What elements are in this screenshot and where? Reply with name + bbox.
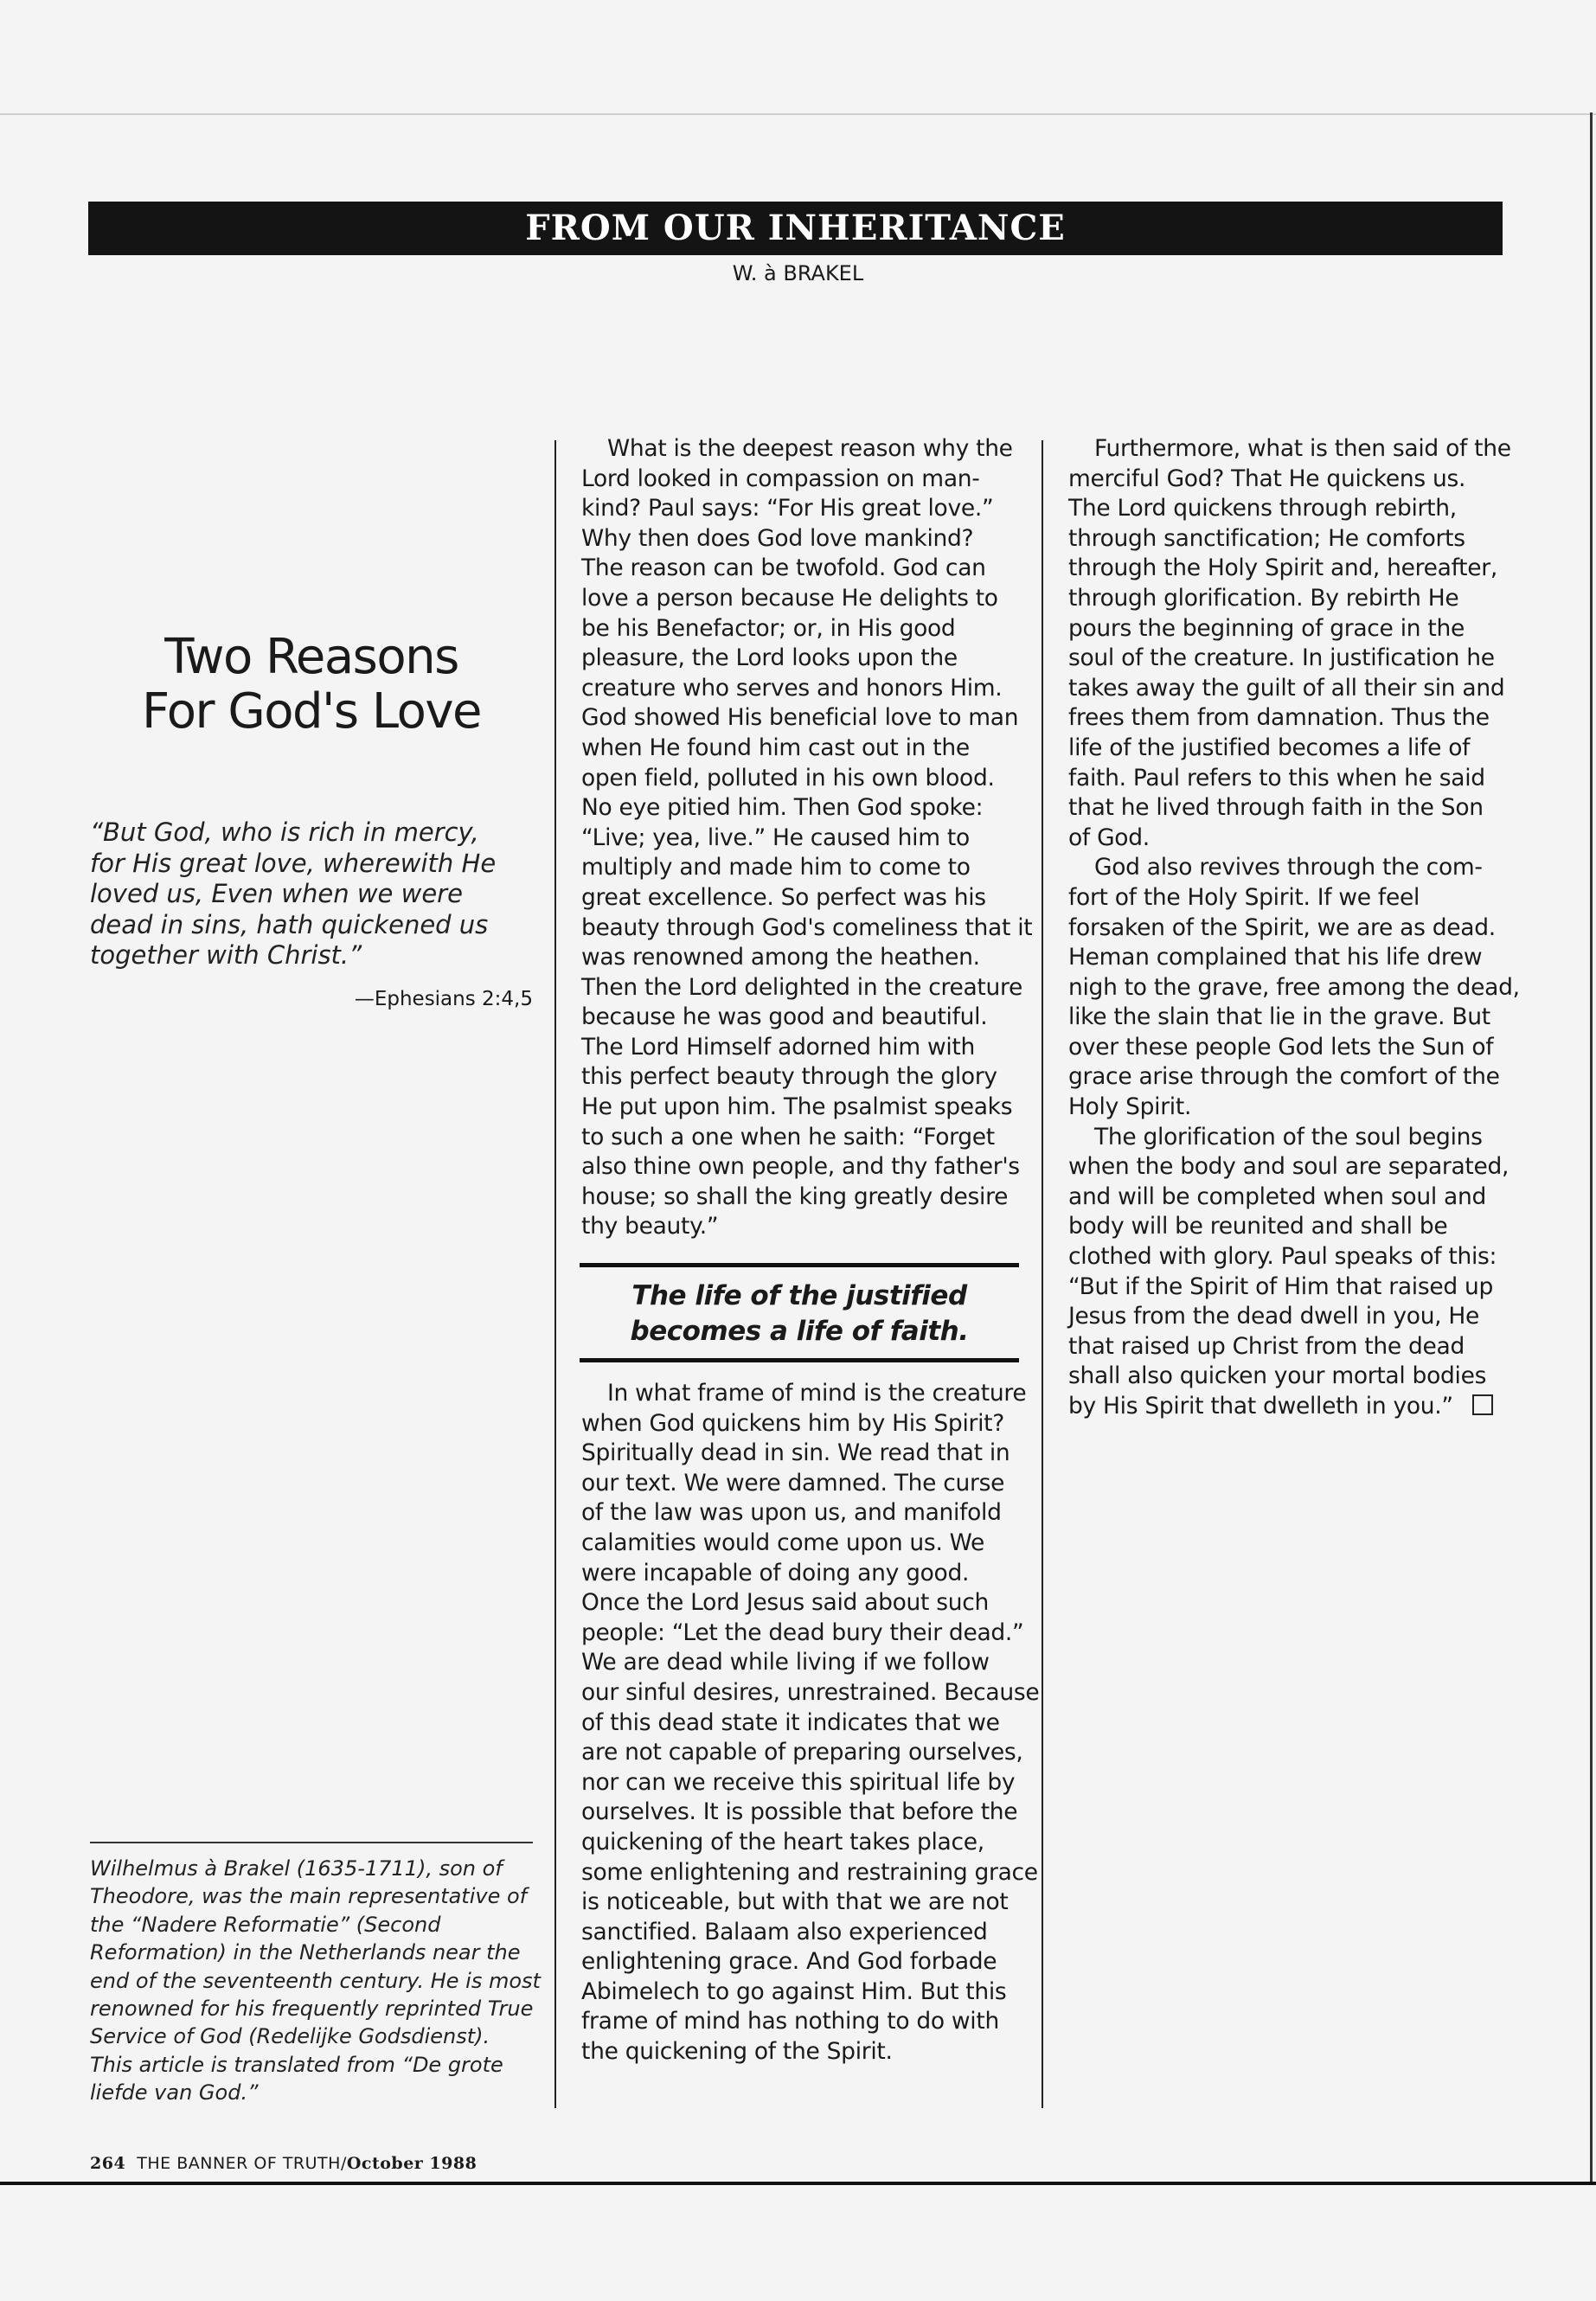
text-line: calamities would come upon us. We: [581, 1529, 985, 1556]
text-line: enlightening grace. And God forbade: [581, 1948, 997, 1976]
text-line: pours the beginning of grace in the: [1068, 614, 1465, 642]
text-line: our text. We were damned. The curse: [581, 1469, 1005, 1497]
text-line: Reformation) in the Netherlands near the: [90, 1940, 521, 1965]
quote-line: dead in sins, hath quickened us: [90, 909, 489, 939]
text-line: faith. Paul refers to this when he said: [1068, 764, 1485, 792]
article-title: [87, 630, 536, 739]
text-line: The Lord Himself adorned him with: [581, 1033, 975, 1061]
text-line: when the body and soul are separated,: [1068, 1153, 1509, 1181]
text-line: Wilhelmus à Brakel (1635-1711), son of: [90, 1856, 503, 1881]
text-line: by His Spirit that dwelleth in you.”: [1068, 1392, 1520, 1422]
text-line: shall also quicken your mortal bodies: [1068, 1362, 1487, 1390]
text-line: are not capable of preparing ourselves,: [581, 1739, 1023, 1766]
author-bio: [90, 1855, 541, 2107]
text-line: nigh to the grave, free among the dead,: [1068, 973, 1520, 1001]
text-line: sanctified. Balaam also experienced: [581, 1918, 988, 1945]
text-line: that he lived through faith in the Son: [1068, 794, 1484, 822]
section-banner: FROM OUR INHERITANCE: [88, 202, 1503, 255]
page-footer: [90, 2154, 477, 2173]
quote-line: loved us, Even when we were: [90, 879, 463, 909]
text-line: Jesus from the dead dwell in you, He: [1068, 1303, 1480, 1330]
text-line: quickening of the heart takes place,: [581, 1828, 984, 1856]
quote-line: together with Christ.”: [90, 940, 362, 971]
text-line: through the Holy Spirit and, hereafter,: [1068, 554, 1497, 582]
author-byline: W. à BRAKEL: [732, 261, 864, 285]
column-3: [1068, 434, 1520, 1422]
text-line: No eye pitied him. Then God spoke:: [581, 794, 984, 822]
text-line: God showed His beneficial love to man: [581, 704, 1019, 732]
text-line: liefde van God.”: [90, 2080, 259, 2106]
text-line: fort of the Holy Spirit. If we feel: [1068, 883, 1420, 911]
scripture-quote: [90, 817, 540, 971]
text-line: of this dead state it indicates that we: [581, 1708, 1000, 1736]
text-line: through glorification. By rebirth He: [1068, 584, 1459, 612]
text-line: great excellence. So perfect was his: [581, 883, 986, 911]
text-line: renowned for his frequently reprinted True: [90, 1997, 534, 2022]
text-line: forsaken of the Spirit, we are as dead.: [1068, 913, 1496, 941]
text-line: house; so shall the king greatly desire: [581, 1183, 1009, 1210]
text-line: takes away the guilt of all their sin and: [1068, 674, 1505, 702]
text-line: over these people God lets the Sun of: [1068, 1033, 1494, 1061]
text-line: In what frame of mind is the creature: [607, 1380, 1027, 1407]
page-bottom-edge: [0, 2182, 1596, 2185]
text-line: He put upon him. The psalmist speaks: [581, 1093, 1013, 1121]
text-line: creature who serves and honors Him.: [581, 674, 1003, 702]
text-line: Lord looked in compassion on man-: [581, 465, 980, 492]
text-line: clothed with glory. Paul speaks of this:: [1068, 1243, 1497, 1271]
pullquote-rule-top: [580, 1263, 1019, 1267]
scripture-reference: —Ephesians 2:4,5: [354, 988, 533, 1010]
text-line: The glorification of the soul begins: [1094, 1123, 1483, 1150]
text-line: frame of mind has nothing to do with: [581, 2008, 999, 2035]
text-line: Once the Lord Jesus said about such: [581, 1589, 990, 1617]
text-line: nor can we receive this spiritual life by: [581, 1768, 1016, 1796]
text-line: that raised up Christ from the dead: [1068, 1332, 1465, 1360]
text-line: We are dead while living if we follow: [581, 1649, 990, 1676]
text-line: because he was good and beautiful.: [581, 1003, 988, 1031]
text-line: Furthermore, what is then said of the: [1094, 435, 1511, 462]
pullquote-rule-bottom: [580, 1358, 1019, 1362]
column-divider: [1042, 440, 1043, 2108]
text-line: pleasure, the Lord looks upon the: [581, 644, 958, 672]
text-line: when God quickens him by His Spirit?: [581, 1409, 1005, 1437]
text-line: was renowned among the heathen.: [581, 944, 980, 971]
text-line: Service of God (Redelijke Godsdienst).: [90, 2024, 490, 2049]
bio-divider: [90, 1842, 533, 1843]
title-line: Two Reasons: [164, 629, 458, 685]
column-divider: [554, 440, 556, 2108]
text-line: people: “Let the dead bury their dead.”: [581, 1618, 1024, 1646]
text-line: Heman complained that his life drew: [1068, 944, 1483, 971]
text-line: when He found him cast out in the: [581, 734, 970, 761]
column-2-bottom: [581, 1379, 1039, 2067]
text-line: ourselves. It is possible that before the: [581, 1798, 1018, 1826]
text-line: to such a one when he saith: “Forget: [581, 1123, 995, 1150]
text-line: also thine own people, and thy father's: [581, 1153, 1020, 1181]
text-line: life of the justified becomes a life of: [1068, 734, 1471, 761]
text-line: end of the seventeenth century. He is most: [90, 1968, 541, 1993]
text-line: Abimelech to go against Him. But this: [581, 1977, 1007, 2005]
text-line: “Live; yea, live.” He caused him to: [581, 824, 970, 851]
pullquote-line: The life of the justified: [631, 1280, 967, 1311]
text-line: Why then does God love mankind?: [581, 524, 974, 552]
text-line: Spiritually dead in sin. We read that in: [581, 1439, 1010, 1467]
text-line: kind? Paul says: “For His great love.”: [581, 495, 994, 522]
quote-line: for His great love, wherewith He: [90, 848, 497, 878]
title-line: For God's Love: [142, 683, 481, 740]
text-line: frees them from damnation. Thus the: [1068, 704, 1490, 732]
text-line: the quickening of the Spirit.: [581, 2038, 893, 2066]
text-line: the “Nadere Reformatie” (Second: [90, 1912, 441, 1937]
text-line: is noticeable, but with that we are not: [581, 1888, 1009, 1916]
text-line: and will be completed when soul and: [1068, 1183, 1486, 1210]
text-line: were incapable of doing any good.: [581, 1559, 970, 1586]
quote-line: “But God, who is rich in mercy,: [90, 817, 479, 847]
text-line: What is the deepest reason why the: [607, 435, 1013, 462]
publication-name: THE BANNER OF TRUTH/: [137, 2154, 347, 2173]
text-line: be his Benefactor; or, in His good: [581, 614, 956, 642]
column-2-top: [581, 434, 1032, 1242]
text-line: soul of the creature. In justification he: [1068, 644, 1495, 672]
page-number: 264: [90, 2154, 126, 2173]
text-line: love a person because He delights to: [581, 584, 998, 612]
issue-date: October 1988: [346, 2154, 478, 2173]
text-line: thy beauty.”: [581, 1213, 719, 1240]
text-line: Theodore, was the main representative of: [90, 1884, 528, 1909]
end-of-article-mark: [1472, 1394, 1493, 1415]
text-line: this perfect beauty through the glory: [581, 1063, 997, 1091]
text-line: body will be reunited and shall be: [1068, 1213, 1448, 1240]
text-line: merciful God? That He quickens us.: [1068, 465, 1466, 492]
text-line: “But if the Spirit of Him that raised up: [1068, 1272, 1494, 1300]
text-line: Holy Spirit.: [1068, 1093, 1192, 1121]
text-line: like the slain that lie in the grave. But: [1068, 1003, 1490, 1031]
text-line: our sinful desires, unrestrained. Because: [581, 1678, 1040, 1706]
text-line: multiply and made him to come to: [581, 854, 971, 881]
text-line: of the law was upon us, and manifold: [581, 1499, 1002, 1527]
text-line: This article is translated from “De grote: [90, 2052, 503, 2077]
text-line: grace arise through the comfort of the: [1068, 1063, 1500, 1091]
text-line: Then the Lord delighted in the creature: [581, 973, 1023, 1001]
text-line: beauty through God's comeliness that it: [581, 913, 1033, 941]
text-line: of God.: [1068, 824, 1150, 851]
text-line: through sanctification; He comforts: [1068, 524, 1465, 552]
text-line: The reason can be twofold. God can: [581, 554, 986, 582]
page-top-edge: [0, 113, 1596, 115]
text-line: some enlightening and restraining grace: [581, 1858, 1038, 1886]
text-line: open field, polluted in his own blood.: [581, 764, 995, 792]
page-right-edge: [1590, 112, 1593, 2184]
text-line: God also revives through the com-: [1094, 854, 1483, 881]
text-line: The Lord quickens through rebirth,: [1068, 495, 1457, 522]
pullquote-line: becomes a life of faith.: [630, 1316, 969, 1347]
pullquote: [580, 1279, 1019, 1349]
